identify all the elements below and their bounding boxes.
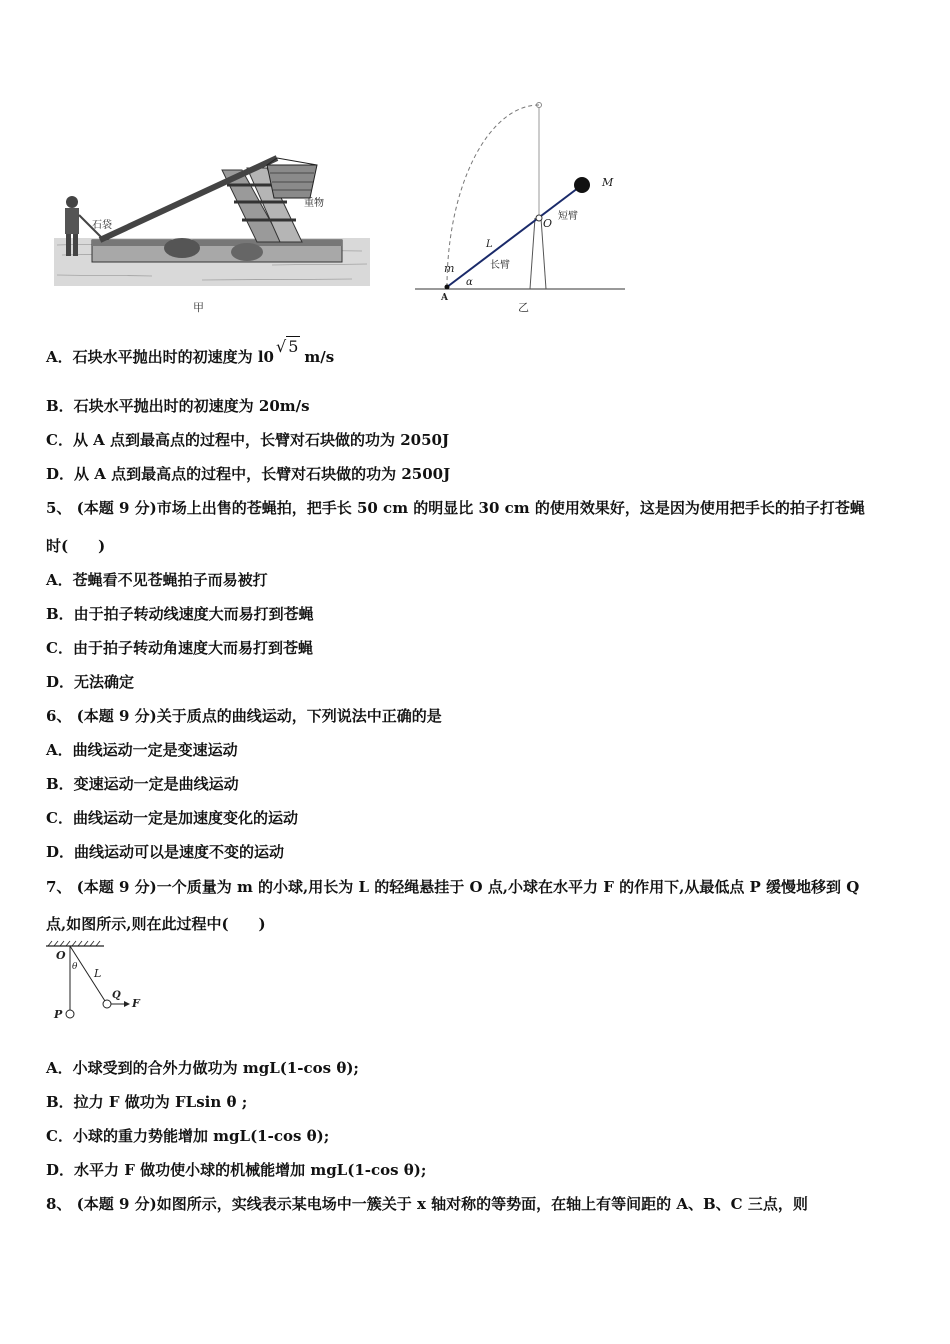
q4-option-c: C．从 A 点到最高点的过程中，长臂对石块做的功为 2050J [46, 431, 450, 449]
q5-stem-line2: 时( ) [46, 537, 106, 555]
q7-option-d: D．水平力 F 做功使小球的机械能增加 mgL(1-cos θ); [46, 1161, 427, 1179]
label-m: m [444, 262, 455, 275]
fig-label-F: F [132, 997, 140, 1010]
q6-option-a: A．曲线运动一定是变速运动 [46, 741, 238, 759]
label-L: L [486, 239, 493, 250]
q5-option-d: D．无法确定 [46, 673, 135, 691]
q4-option-a [46, 337, 335, 367]
q7-option-a: A．小球受到的合外力做功为 mgL(1-cos θ); [46, 1059, 359, 1077]
q7-option-c: C．小球的重力势能增加 mgL(1-cos θ); [46, 1127, 330, 1145]
lever-diagram [410, 95, 640, 300]
q4-option-d: D．从 A 点到最高点的过程中，长臂对石块做的功为 2500J [46, 465, 451, 483]
weight-label: 重物 [304, 198, 324, 209]
q7-stem-line2: 点,如图所示,则在此过程中( ) [46, 915, 266, 933]
q5-option-a: A．苍蝇看不见苍蝇拍子而易被打 [46, 571, 268, 589]
q6-stem: 6、 (本题 9 分)关于质点的曲线运动，下列说法中正确的是 [46, 707, 442, 725]
label-O: O [543, 217, 553, 230]
q5-option-b: B．由于拍子转动线速度大而易打到苍蝇 [46, 605, 314, 623]
q4-option-a-text: A．石块水平抛出时的初速度为 l0 [46, 348, 274, 366]
fig-label-L: L [94, 967, 102, 980]
fig-label-Q: Q [112, 990, 121, 1001]
fig-label-theta: θ [72, 962, 78, 972]
q4-option-b: B．石块水平抛出时的初速度为 20m/s [46, 397, 310, 415]
sqrt-radicand: 5 [288, 337, 299, 356]
label-M: M [602, 176, 614, 189]
fig-label-P: P [54, 1008, 63, 1021]
catapult-figure [52, 140, 372, 290]
stone-bag-label: 石袋 [92, 220, 112, 231]
q6-option-b: B．变速运动一定是曲线运动 [46, 775, 239, 793]
q6-option-d: D．曲线运动可以是速度不变的运动 [46, 843, 285, 861]
q4-option-a-unit: m/s [304, 348, 335, 366]
pendulum-figure [44, 940, 149, 1025]
figure-caption-a: 甲 [193, 301, 204, 314]
q6-option-c: C．曲线运动一定是加速度变化的运动 [46, 809, 298, 827]
q5-stem-line1: 5、 (本题 9 分)市场上出售的苍蝇拍，把手长 50 cm 的明显比 30 cm 的使用效果好，这是因为使用把手长的拍子打苍蝇 [46, 499, 865, 517]
figure-caption-b: 乙 [518, 301, 529, 314]
label-short-arm: 短臂 [558, 211, 578, 222]
q5-option-c: C．由于拍子转动角速度大而易打到苍蝇 [46, 639, 313, 657]
label-A: A [441, 293, 448, 300]
q7-stem-line1: 7、 (本题 9 分)一个质量为 m 的小球,用长为 L 的轻绳悬挂于 O 点,小球在水平力 F 的作用下,从最低点 P 缓慢地移到 Q [46, 878, 860, 896]
label-alpha: α [466, 277, 473, 288]
fig-label-O: O [56, 949, 66, 962]
q8-stem: 8、 (本题 9 分)如图所示，实线表示某电场中一簇关于 x 轴对称的等势面，在轴上有等间距的 A、B、C 三点，则 [46, 1195, 808, 1213]
q7-option-b: B．拉力 F 做功为 FLsin θ ; [46, 1093, 248, 1111]
label-long-arm: 长臂 [490, 260, 510, 271]
sqrt-symbol: √ 5 [276, 337, 299, 356]
